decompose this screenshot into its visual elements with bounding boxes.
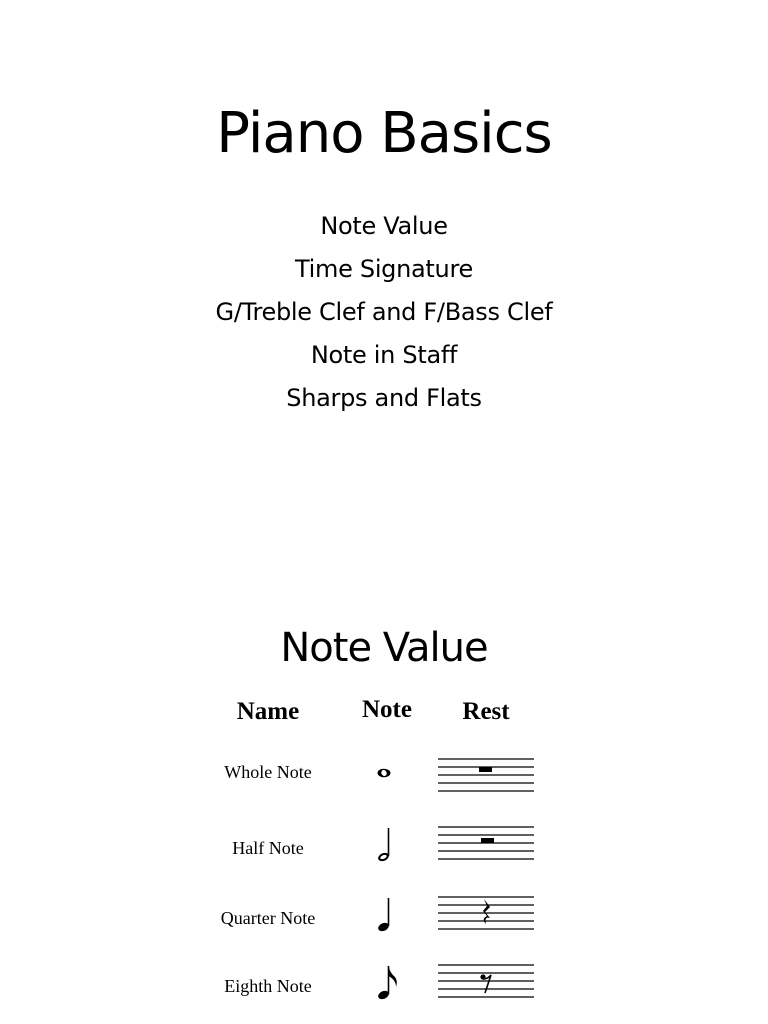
- row-name: Half Note: [232, 838, 304, 858]
- slide-note-value: [0, 580, 768, 1024]
- whole-rest-icon: [436, 756, 536, 798]
- column-header-rest: Rest: [462, 698, 510, 725]
- slide-title: Piano Basics: [216, 101, 552, 166]
- row-name: Quarter Note: [220, 908, 316, 928]
- agenda-item: G/Treble Clef and F/Bass Clef: [215, 298, 553, 326]
- note-value-table: [0, 580, 768, 1024]
- agenda-item: Time Signature: [295, 255, 473, 283]
- half-note-icon: [360, 820, 408, 868]
- agenda-item: Note Value: [320, 212, 448, 240]
- half-rest-icon: [436, 824, 536, 866]
- slide-title: Note Value: [280, 625, 488, 671]
- row-name: Whole Note: [224, 762, 312, 782]
- column-header-note: Note: [362, 696, 412, 723]
- whole-note-icon: [360, 748, 408, 796]
- agenda-item: Sharps and Flats: [286, 384, 482, 412]
- eighth-note-icon: [360, 958, 408, 1006]
- agenda-list: [0, 205, 768, 420]
- quarter-note-icon: [360, 890, 408, 938]
- eighth-rest-icon: [436, 962, 536, 1004]
- agenda-item: Note in Staff: [310, 341, 458, 369]
- quarter-rest-icon: [436, 894, 536, 936]
- column-header-name: Name: [236, 698, 300, 725]
- row-name: Eighth Note: [224, 976, 312, 996]
